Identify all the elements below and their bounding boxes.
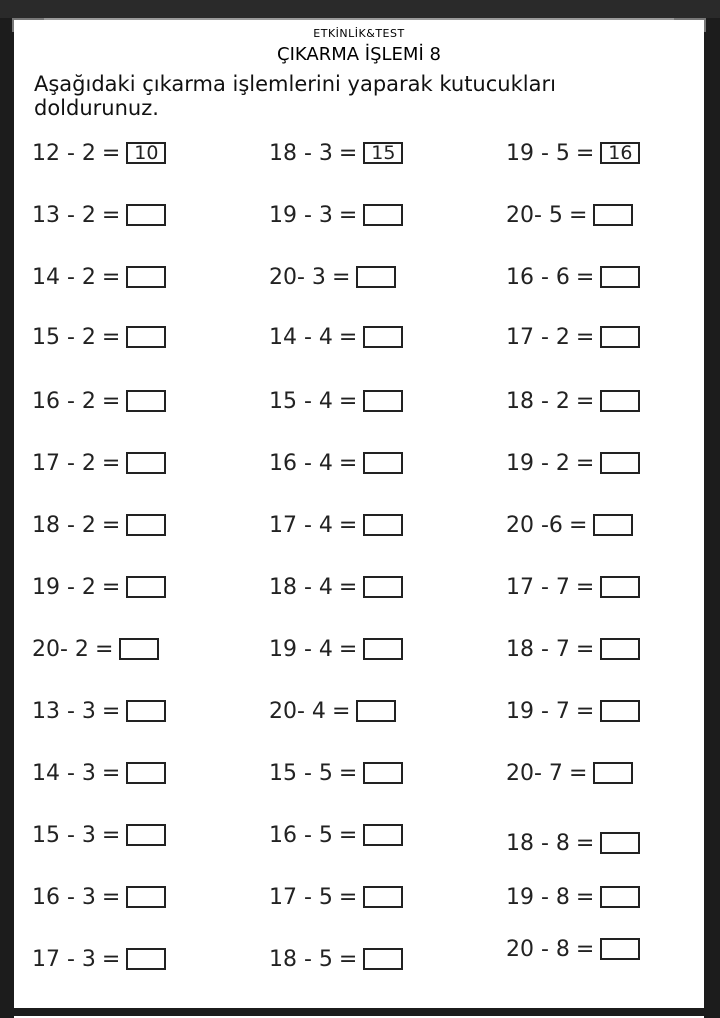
problem-expression: 17 - 3 <box>32 947 96 972</box>
problem-row <box>506 448 640 478</box>
problem-row <box>506 200 633 230</box>
problem-expression: 20- 5 <box>506 203 563 228</box>
problem-row <box>32 634 159 664</box>
problem-expression: 18 - 3 <box>269 141 333 166</box>
answer-box[interactable] <box>356 266 396 288</box>
answer-box[interactable] <box>363 576 403 598</box>
problem-row <box>32 386 166 416</box>
problem-row <box>269 944 403 974</box>
answer-box[interactable] <box>363 824 403 846</box>
problem-row <box>32 820 166 850</box>
problem-expression: 16 - 2 <box>32 389 96 414</box>
answer-box[interactable] <box>600 938 640 960</box>
equals-sign: = <box>339 513 357 538</box>
equals-sign: = <box>339 141 357 166</box>
problem-row <box>32 448 166 478</box>
answer-box[interactable] <box>363 204 403 226</box>
problem-row <box>32 758 166 788</box>
equals-sign: = <box>102 265 120 290</box>
equals-sign: = <box>576 699 594 724</box>
problem-expression: 14 - 2 <box>32 265 96 290</box>
problem-expression: 17 - 2 <box>506 325 570 350</box>
problem-row <box>506 138 640 168</box>
answer-box[interactable] <box>363 390 403 412</box>
problem-row <box>32 944 166 974</box>
problem-row <box>269 758 403 788</box>
answer-box[interactable] <box>363 762 403 784</box>
equals-sign: = <box>576 575 594 600</box>
problem-row <box>506 386 640 416</box>
answer-box[interactable] <box>126 824 166 846</box>
answer-box[interactable] <box>126 390 166 412</box>
problem-row <box>32 696 166 726</box>
problem-row <box>269 200 403 230</box>
problem-expression: 19 - 5 <box>506 141 570 166</box>
equals-sign: = <box>569 761 587 786</box>
worksheet-subtitle: ETKİNLİK&TEST <box>14 27 704 40</box>
problem-expression: 13 - 2 <box>32 203 96 228</box>
problem-expression: 12 - 2 <box>32 141 96 166</box>
problem-expression: 15 - 4 <box>269 389 333 414</box>
equals-sign: = <box>569 203 587 228</box>
problem-expression: 20- 2 <box>32 637 89 662</box>
problem-row <box>32 510 166 540</box>
equals-sign: = <box>332 265 350 290</box>
problem-row <box>32 200 166 230</box>
problem-row <box>32 882 166 912</box>
answer-box[interactable]: 15 <box>363 142 403 164</box>
answer-box[interactable] <box>600 326 640 348</box>
problem-row <box>269 262 396 292</box>
equals-sign: = <box>576 885 594 910</box>
equals-sign: = <box>339 203 357 228</box>
equals-sign: = <box>576 451 594 476</box>
equals-sign: = <box>102 761 120 786</box>
problem-expression: 16 - 3 <box>32 885 96 910</box>
equals-sign: = <box>339 947 357 972</box>
equals-sign: = <box>102 325 120 350</box>
problem-expression: 17 - 4 <box>269 513 333 538</box>
problem-grid <box>14 20 704 1018</box>
answer-box[interactable] <box>126 576 166 598</box>
problem-expression: 19 - 8 <box>506 885 570 910</box>
problem-row <box>506 322 640 352</box>
problem-row <box>506 572 640 602</box>
answer-box[interactable] <box>126 266 166 288</box>
answer-box[interactable]: 16 <box>600 142 640 164</box>
equals-sign: = <box>95 637 113 662</box>
equals-sign: = <box>102 203 120 228</box>
problem-expression: 18 - 2 <box>506 389 570 414</box>
answer-box[interactable] <box>126 886 166 908</box>
problem-row <box>506 758 633 788</box>
problem-expression: 20 -6 <box>506 513 563 538</box>
answer-box[interactable] <box>126 514 166 536</box>
problem-row <box>506 882 640 912</box>
problem-expression: 18 - 7 <box>506 637 570 662</box>
answer-box[interactable] <box>593 514 633 536</box>
equals-sign: = <box>332 699 350 724</box>
problem-row <box>269 510 403 540</box>
equals-sign: = <box>569 513 587 538</box>
problem-expression: 15 - 3 <box>32 823 96 848</box>
equals-sign: = <box>576 389 594 414</box>
answer-box[interactable] <box>363 886 403 908</box>
answer-box[interactable] <box>593 204 633 226</box>
answer-box[interactable] <box>600 266 640 288</box>
problem-expression: 20 - 8 <box>506 937 570 962</box>
problem-expression: 19 - 2 <box>32 575 96 600</box>
problem-expression: 18 - 8 <box>506 831 570 856</box>
answer-box[interactable] <box>363 948 403 970</box>
problem-expression: 15 - 5 <box>269 761 333 786</box>
instruction-text: Aşağıdaki çıkarma işlemlerini yaparak kutucukları doldurunuz. <box>34 72 684 120</box>
equals-sign: = <box>339 575 357 600</box>
equals-sign: = <box>576 265 594 290</box>
equals-sign: = <box>102 947 120 972</box>
answer-box[interactable] <box>126 326 166 348</box>
answer-box[interactable] <box>600 832 640 854</box>
answer-box[interactable]: 10 <box>126 142 166 164</box>
answer-box[interactable] <box>363 326 403 348</box>
equals-sign: = <box>102 513 120 538</box>
problem-row <box>506 634 640 664</box>
answer-box[interactable] <box>600 886 640 908</box>
problem-expression: 19 - 4 <box>269 637 333 662</box>
problem-row <box>269 572 403 602</box>
problem-row <box>269 820 403 850</box>
problem-expression: 17 - 7 <box>506 575 570 600</box>
equals-sign: = <box>102 823 120 848</box>
problem-row <box>506 510 633 540</box>
problem-expression: 19 - 2 <box>506 451 570 476</box>
problem-expression: 20- 7 <box>506 761 563 786</box>
equals-sign: = <box>576 637 594 662</box>
problem-row <box>32 572 166 602</box>
problem-row <box>269 634 403 664</box>
answer-box[interactable] <box>119 638 159 660</box>
answer-box[interactable] <box>126 700 166 722</box>
equals-sign: = <box>339 637 357 662</box>
problem-row <box>506 828 640 858</box>
equals-sign: = <box>339 389 357 414</box>
problem-row <box>506 262 640 292</box>
problem-row <box>32 262 166 292</box>
equals-sign: = <box>576 141 594 166</box>
problem-row <box>269 882 403 912</box>
answer-box[interactable] <box>126 204 166 226</box>
equals-sign: = <box>576 831 594 856</box>
problem-row <box>269 138 403 168</box>
problem-expression: 20- 3 <box>269 265 326 290</box>
problem-row <box>269 696 396 726</box>
answer-box[interactable] <box>363 514 403 536</box>
answer-box[interactable] <box>356 700 396 722</box>
equals-sign: = <box>102 885 120 910</box>
equals-sign: = <box>339 451 357 476</box>
equals-sign: = <box>339 325 357 350</box>
equals-sign: = <box>339 761 357 786</box>
equals-sign: = <box>102 389 120 414</box>
problem-row <box>32 138 166 168</box>
problem-expression: 16 - 6 <box>506 265 570 290</box>
problem-expression: 16 - 5 <box>269 823 333 848</box>
answer-box[interactable] <box>126 762 166 784</box>
answer-box[interactable] <box>363 638 403 660</box>
problem-expression: 19 - 7 <box>506 699 570 724</box>
problem-expression: 17 - 2 <box>32 451 96 476</box>
problem-row <box>269 448 403 478</box>
answer-box[interactable] <box>600 452 640 474</box>
problem-expression: 18 - 5 <box>269 947 333 972</box>
answer-box[interactable] <box>126 948 166 970</box>
top-bar <box>0 0 720 18</box>
problem-row <box>269 386 403 416</box>
problem-expression: 18 - 2 <box>32 513 96 538</box>
answer-box[interactable] <box>600 390 640 412</box>
equals-sign: = <box>102 451 120 476</box>
worksheet-title: ÇIKARMA İŞLEMİ 8 <box>14 44 704 65</box>
equals-sign: = <box>576 325 594 350</box>
problem-expression: 13 - 3 <box>32 699 96 724</box>
equals-sign: = <box>102 575 120 600</box>
problem-expression: 20- 4 <box>269 699 326 724</box>
equals-sign: = <box>339 823 357 848</box>
problem-row <box>269 322 403 352</box>
problem-expression: 15 - 2 <box>32 325 96 350</box>
problem-expression: 19 - 3 <box>269 203 333 228</box>
problem-row <box>32 322 166 352</box>
answer-box[interactable] <box>363 452 403 474</box>
problem-expression: 16 - 4 <box>269 451 333 476</box>
bottom-bar <box>0 1008 720 1016</box>
problem-expression: 18 - 4 <box>269 575 333 600</box>
answer-box[interactable] <box>593 762 633 784</box>
answer-box[interactable] <box>600 638 640 660</box>
problem-row <box>506 934 640 964</box>
problem-expression: 14 - 4 <box>269 325 333 350</box>
answer-box[interactable] <box>126 452 166 474</box>
equals-sign: = <box>102 699 120 724</box>
answer-box[interactable] <box>600 700 640 722</box>
equals-sign: = <box>102 141 120 166</box>
equals-sign: = <box>339 885 357 910</box>
problem-row <box>506 696 640 726</box>
problem-expression: 17 - 5 <box>269 885 333 910</box>
problem-expression: 14 - 3 <box>32 761 96 786</box>
equals-sign: = <box>576 937 594 962</box>
worksheet-page <box>14 18 704 1018</box>
answer-box[interactable] <box>600 576 640 598</box>
